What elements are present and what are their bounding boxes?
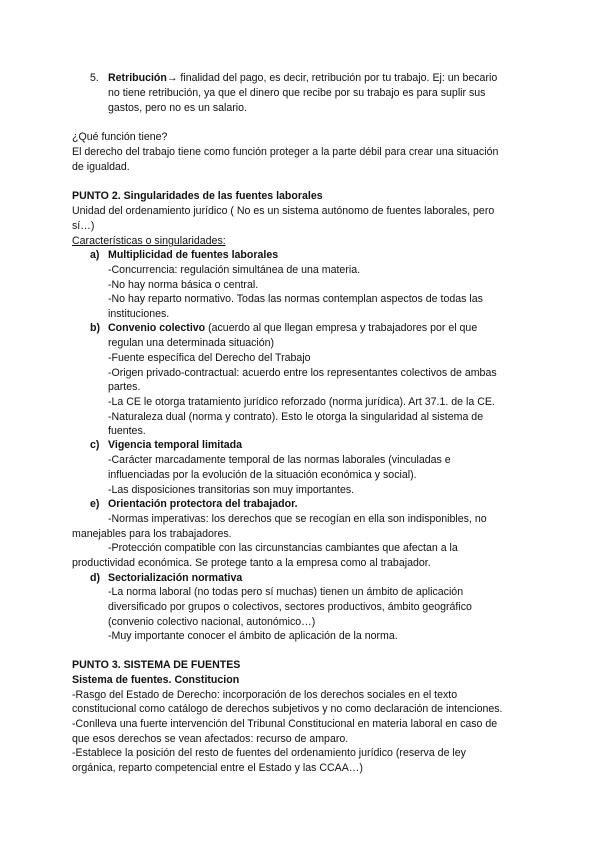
funcion-line2: de igualdad. (72, 161, 130, 173)
punto3-line4: que esos derechos se vean afectados: recurso de amparo. (72, 733, 349, 745)
item-b-title-cont: regulan una determinada situación) (108, 337, 275, 349)
item-b-line1: -Fuente específica del Derecho del Trabajo (108, 352, 311, 364)
item5-line2: no tiene retribución, ya que el dinero que recibe por su trabajo es para suplir sus (108, 87, 486, 99)
item-e-line4: productividad económica. Se protege tanto a la empresa como al trabajador. (72, 557, 431, 569)
item5-term: Retribución (108, 72, 167, 84)
item-d-title: Sectorialización normativa (108, 572, 243, 584)
item-c-line3: -Las disposiciones transitorias son muy importantes. (108, 484, 355, 496)
punto3-title: PUNTO 3. SISTEMA DE FUENTES (72, 659, 241, 671)
funcion-line1: El derecho del trabajo tiene como función proteger a la parte débil para crear una situación (72, 146, 499, 158)
item-b-title: Convenio colectivo (acuerdo al que llegan empresa y trabajadores por el que (108, 322, 478, 334)
item5-line3: gastos, pero no es un salario. (108, 102, 247, 114)
item-a-letter: a) (90, 249, 100, 261)
item5-number: 5. (90, 72, 99, 84)
item-e-line2: manejables para los trabajadores. (72, 528, 232, 540)
item5-line1: Retribución→ finalidad del pago, es decir, retribución por tu trabajo. Ej: un becario (108, 72, 498, 84)
item-e-title: Orientación protectora del trabajador. (108, 498, 298, 510)
punto3-line2: constitucional como catálogo de derechos subjetivos y no como declaración de intenciones. (72, 703, 503, 715)
punto3-line1: -Rasgo del Estado de Derecho: incorporación de los derechos sociales en el texto (72, 689, 458, 701)
punto3-subtitle: Sistema de fuentes. Constitucion (72, 674, 240, 686)
punto3-line6: orgánica, reparto competencial entre el Estado y las CCAA…) (72, 762, 363, 774)
item-d-line2: diversificado por grupos o colectivos, sectores productivos, ámbito geográfico (108, 601, 472, 613)
item-b-line2: -Origen privado-contractual: acuerdo entre los representantes colectivos de ambas (108, 367, 497, 379)
item-c-letter: c) (90, 439, 100, 451)
item-c-line1: -Carácter marcadamente temporal de las normas laborales (vinculadas e (108, 454, 451, 466)
punto2-title: PUNTO 2. Singularidades de las fuentes laborales (72, 190, 323, 202)
item-b-line6: fuentes. (108, 425, 146, 437)
item-c-title: Vigencia temporal limitada (108, 439, 243, 451)
punto2-intro1: Unidad del ordenamiento jurídico ( No es un sistema autónomo de fuentes laborales, pero (72, 205, 495, 217)
funcion-question: ¿Qué función tiene? (72, 131, 168, 143)
item-d-line1: -La norma laboral (no todas pero sí muchas) tienen un ámbito de aplicación (108, 586, 464, 598)
item-b-letter: b) (90, 322, 100, 334)
item-d-line3: (convenio colectivo nacional, autonómico…) (108, 616, 316, 628)
caracteristicas-heading: Características o singularidades: (72, 235, 226, 247)
item-e-letter: e) (90, 498, 100, 510)
item-b-line4: -La CE le otorga tratamiento jurídico reforzado (norma jurídica). Art 37.1. de la CE. (108, 396, 495, 408)
item-d-letter: d) (90, 572, 100, 584)
punto3-line3: -Conlleva una fuerte intervención del Tribunal Constitucional en materia laboral en caso de (72, 718, 498, 730)
item-b-line3: partes. (108, 381, 141, 393)
punto2-intro2: sí…) (72, 220, 95, 232)
item-a-title: Multiplicidad de fuentes laborales (108, 249, 279, 261)
item-a-line2: -No hay norma básica o central. (108, 279, 259, 291)
item-e-line1: -Normas imperativas: los derechos que se recogían en ella son indisponibles, no (108, 513, 487, 525)
punto3-line5: -Establece la posición del resto de fuentes del ordenamiento jurídico (reserva de ley (72, 747, 466, 759)
item-e-line3: -Protección compatible con las circunstancias cambiantes que afectan a la (108, 542, 458, 554)
item-b-line5: -Naturaleza dual (norma y contrato). Esto le otorga la singularidad al sistema de (108, 411, 484, 423)
item-a-line4: instituciones. (108, 308, 170, 320)
item-d-line4: -Muy importante conocer el ámbito de aplicación de la norma. (108, 630, 398, 642)
item-c-line2: influenciadas por la evolución de la situación económica y social). (108, 469, 417, 481)
arrow-icon: → (166, 72, 178, 84)
item-a-line1: -Concurrencia: regulación simultánea de una materia. (108, 264, 361, 276)
item-a-line3: -No hay reparto normativo. Todas las normas contemplan aspectos de todas las (108, 293, 483, 305)
